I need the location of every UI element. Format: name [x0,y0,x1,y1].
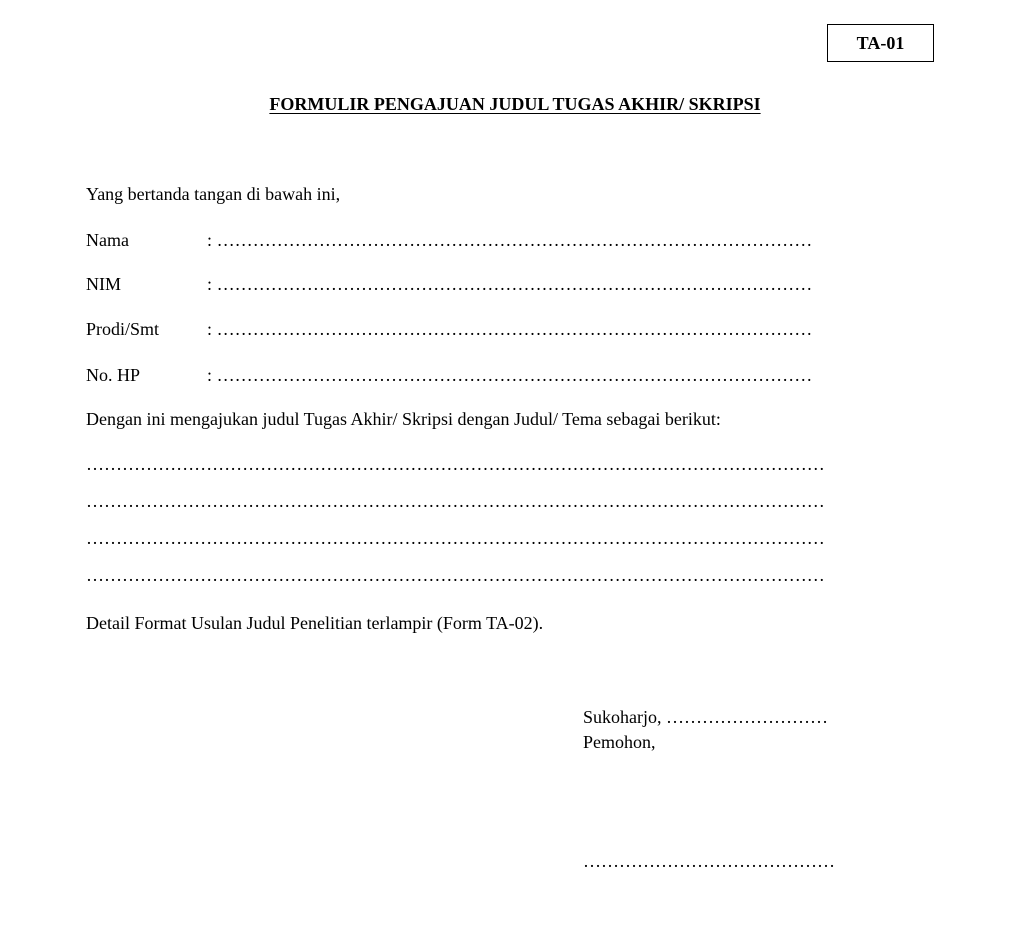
field-label-hp: No. HP [86,365,141,385]
field-input-nim[interactable]: : ……………………………………………………………………………………… [207,274,813,294]
form-title: FORMULIR PENGAJUAN JUDUL TUGAS AKHIR/ SKRIPSI [269,94,761,114]
attachment-note: Detail Format Usulan Judul Penelitian terlampir (Form TA-02). [86,613,544,633]
field-input-hp[interactable]: : ……………………………………………………………………………………… [207,365,813,385]
field-label-nama: Nama [86,230,129,250]
statement-text: Dengan ini mengajukan judul Tugas Akhir/ Skripsi dengan Judul/ Tema sebagai berikut: [86,409,721,429]
title-line-1[interactable]: …………………………………………………………………………………………………………… [86,454,825,474]
field-label-prodi: Prodi/Smt [86,319,160,339]
signature-line[interactable]: …………………………………… [583,851,835,871]
applicant-role-label: Pemohon, [583,732,656,752]
title-line-3[interactable]: …………………………………………………………………………………………………………… [86,528,825,548]
title-line-2[interactable]: …………………………………………………………………………………………………………… [86,491,825,511]
form-code-box [827,24,934,62]
field-input-nama[interactable]: : ……………………………………………………………………………………… [207,230,813,250]
place-date-field[interactable]: Sukoharjo, ……………………… [583,707,828,727]
title-line-4[interactable]: …………………………………………………………………………………………………………… [86,565,825,585]
intro-text: Yang bertanda tangan di bawah ini, [86,184,341,204]
form-code: TA-01 [856,32,905,53]
field-input-prodi[interactable]: : ……………………………………………………………………………………… [207,319,813,339]
field-label-nim: NIM [86,274,121,294]
